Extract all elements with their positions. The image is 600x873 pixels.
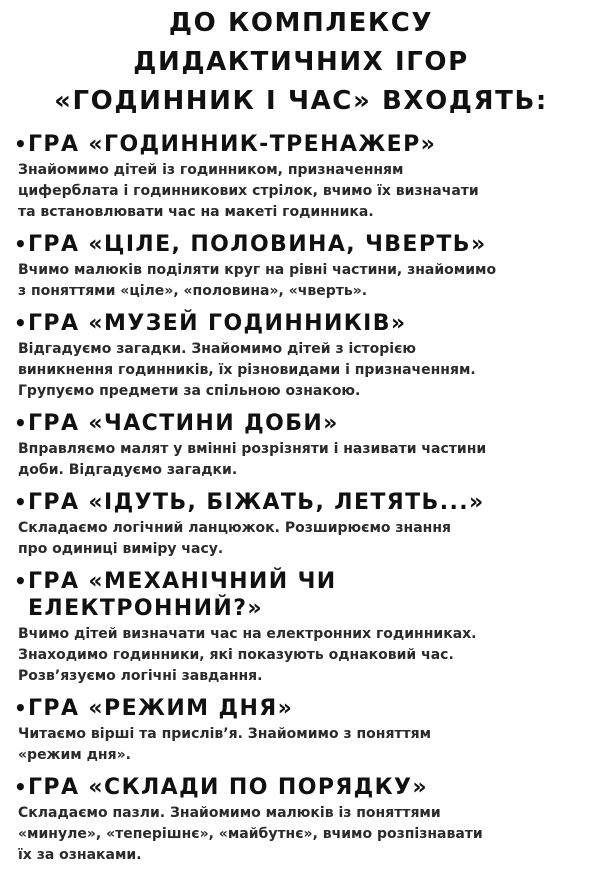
game-description-line: циферблата і годинникових стрілок, вчимо їх визначати xyxy=(18,183,479,199)
game-description-line: «режим дня». xyxy=(18,747,131,763)
game-description-line: Складаємо логічний ланцюжок. Розширюємо знання xyxy=(18,520,451,536)
game-heading-text xyxy=(28,568,337,622)
game-heading-line: ГРА «ІДУТЬ, БІЖАТЬ, ЛЕТЯТЬ...» xyxy=(28,490,485,515)
game-description xyxy=(14,439,588,481)
game-heading xyxy=(14,774,588,801)
game-heading-line: ГРА «РЕЖИМ ДНЯ» xyxy=(28,696,294,721)
bullet-icon: • xyxy=(14,132,29,156)
bullet-icon: • xyxy=(14,775,29,799)
game-description-line: Знайомимо дітей із годинником, призначенням xyxy=(18,162,404,178)
game-description-line: доби. Відгадуємо загадки. xyxy=(18,462,238,478)
game-item xyxy=(14,310,588,402)
game-item xyxy=(14,231,588,302)
bullet-icon: • xyxy=(14,311,29,335)
game-description xyxy=(14,724,588,766)
game-description-line: Вчимо дітей визначати час на електронних годинниках. xyxy=(18,626,477,642)
game-description-line: виникнення годинників, їх різновидами і призначенням. xyxy=(18,362,476,378)
game-description-line: Групуємо предмети за спільною ознакою. xyxy=(18,383,361,399)
game-heading xyxy=(14,489,588,516)
game-heading-line: ГРА «СКЛАДИ ПО ПОРЯДКУ» xyxy=(28,775,429,800)
page-title-line: «ГОДИННИК І ЧАС» ВХОДЯТЬ: xyxy=(54,86,548,116)
game-item xyxy=(14,410,588,481)
game-heading xyxy=(14,310,588,337)
game-heading xyxy=(14,231,588,258)
game-description-line: Вправляємо малят у вмінні розрізняти і називати частини xyxy=(18,441,487,457)
game-item xyxy=(14,774,588,866)
game-description-line: «минуле», «теперішнє», «майбутнє», вчимо розпізнавати xyxy=(18,826,483,842)
game-heading-text xyxy=(28,695,293,722)
game-item xyxy=(14,131,588,223)
game-list xyxy=(14,131,588,866)
bullet-icon: • xyxy=(14,696,29,720)
game-heading-text xyxy=(28,231,487,258)
game-description-line: Відгадуємо загадки. Знайомимо дітей з історією xyxy=(18,341,417,357)
game-description-line: з поняттями «ціле», «половина», «чверть». xyxy=(18,283,368,299)
page-title-line: ДИДАКТИЧНИХ ІГОР xyxy=(133,47,469,77)
game-heading-text xyxy=(28,310,407,337)
game-description xyxy=(14,518,588,560)
game-item xyxy=(14,489,588,560)
game-description-line: їх за ознаками. xyxy=(18,847,142,863)
game-description xyxy=(14,803,588,866)
game-description-line: Розв’язуємо логічні завдання. xyxy=(18,668,263,684)
game-description-line: Знаходимо годинники, які показують однаковий час. xyxy=(18,647,454,663)
game-description-line: Складаємо пазли. Знайомимо малюків із поняттями xyxy=(18,805,441,821)
game-heading-line: ГРА «ЦІЛЕ, ПОЛОВИНА, ЧВЕРТЬ» xyxy=(28,232,487,257)
bullet-icon: • xyxy=(14,569,29,593)
game-heading xyxy=(14,695,588,722)
game-description-line: про одиниці виміру часу. xyxy=(18,541,224,557)
game-heading xyxy=(14,131,588,158)
game-description xyxy=(14,160,588,223)
page-title xyxy=(14,4,588,121)
game-heading-text xyxy=(28,774,428,801)
game-item xyxy=(14,695,588,766)
page-title-line: ДО КОМПЛЕКСУ xyxy=(168,8,434,38)
game-heading-line: ГРА «ГОДИННИК-ТРЕНАЖЕР» xyxy=(28,132,437,157)
game-description-line: Читаємо вірші та прислів’я. Знайомимо з поняттям xyxy=(18,726,432,742)
bullet-icon: • xyxy=(14,411,29,435)
bullet-icon: • xyxy=(14,490,29,514)
game-heading xyxy=(14,568,588,622)
game-item xyxy=(14,568,588,687)
game-heading-text xyxy=(28,131,436,158)
game-description xyxy=(14,624,588,687)
game-heading-line: ЕЛЕКТРОННИЙ?» xyxy=(28,596,263,621)
game-heading-line: ГРА «МЕХАНІЧНИЙ ЧИ xyxy=(28,569,337,594)
game-description xyxy=(14,260,588,302)
bullet-icon: • xyxy=(14,232,29,256)
game-heading xyxy=(14,410,588,437)
game-heading-text xyxy=(28,489,485,516)
game-heading-line: ГРА «МУЗЕЙ ГОДИННИКІВ» xyxy=(28,311,407,336)
game-description-line: та встановлювати час на макеті годинника. xyxy=(18,204,374,220)
game-description xyxy=(14,339,588,402)
game-heading-line: ГРА «ЧАСТИНИ ДОБИ» xyxy=(28,411,339,436)
game-description-line: Вчимо малюків поділяти круг на рівні частини, знайомимо xyxy=(18,262,497,278)
game-heading-text xyxy=(28,410,339,437)
